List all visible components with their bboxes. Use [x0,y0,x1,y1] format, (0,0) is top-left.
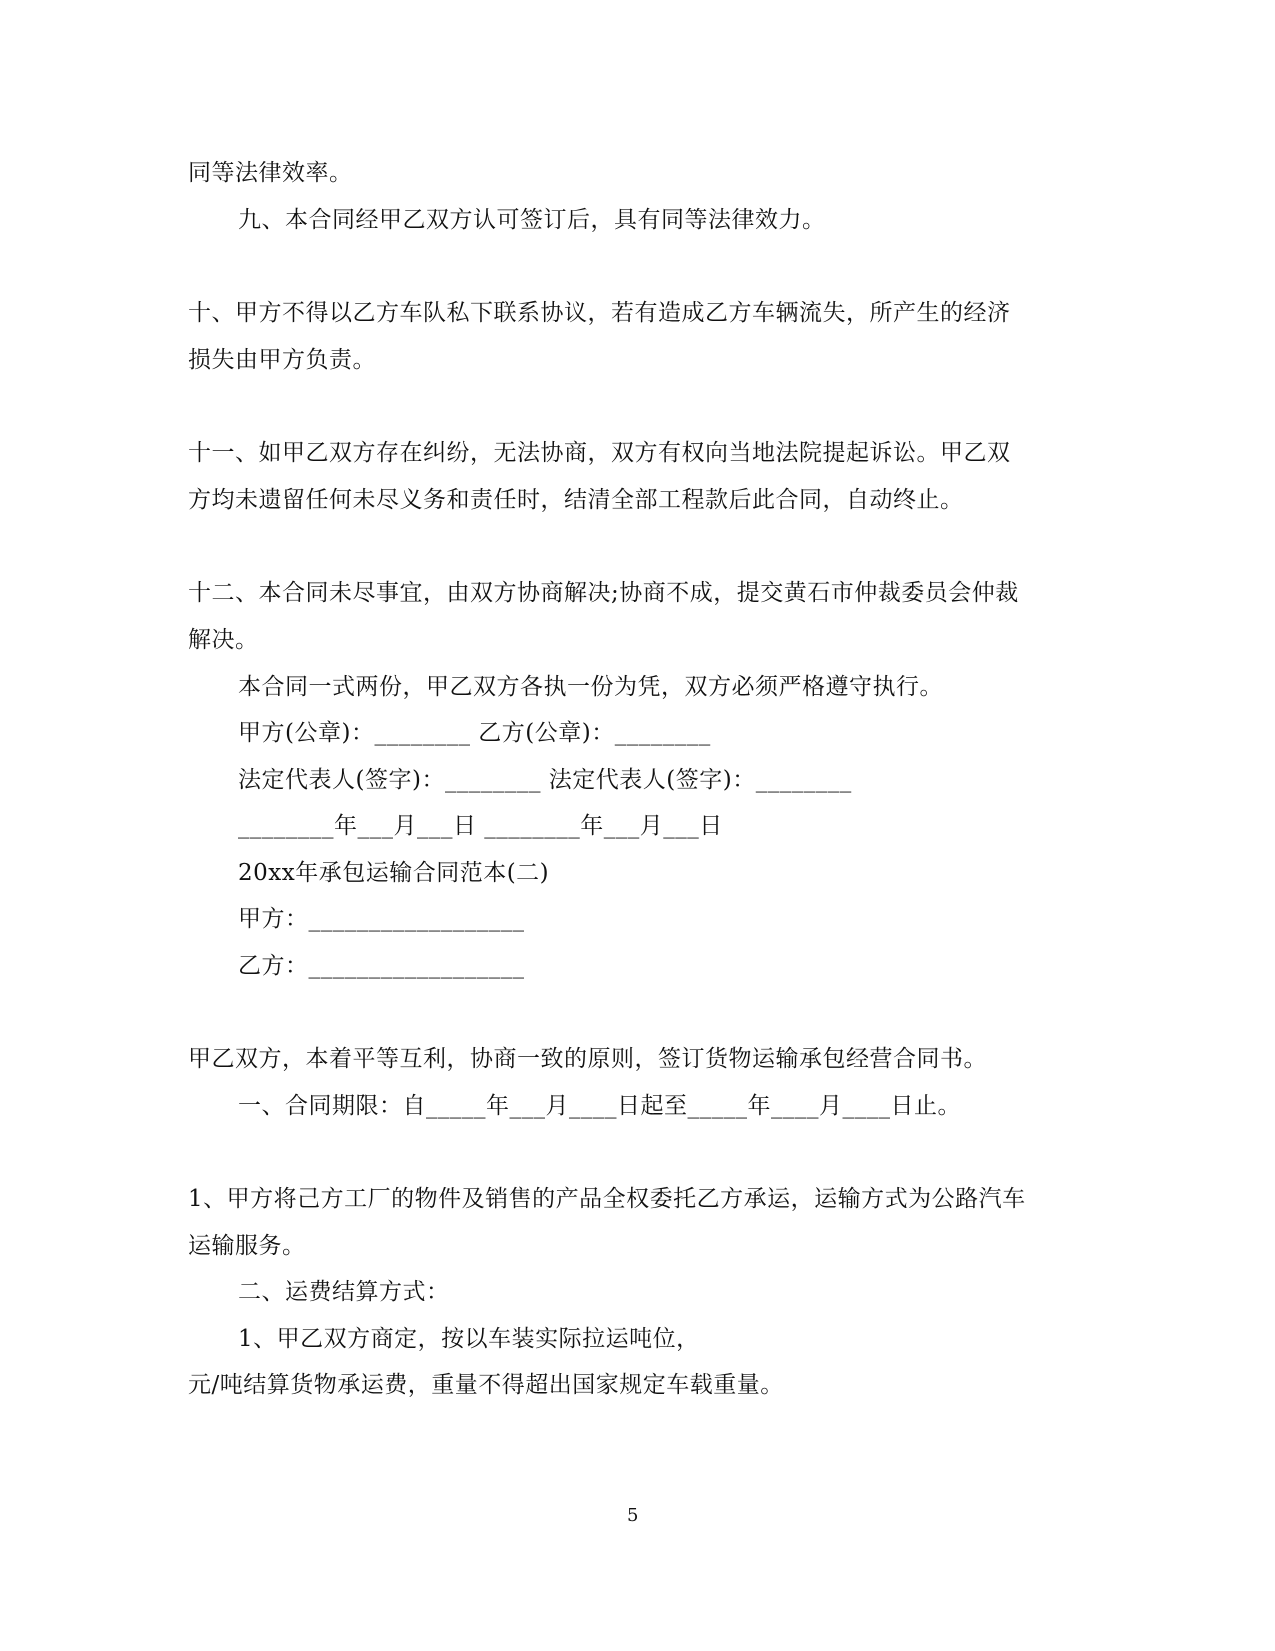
party-a-line: 甲方：__________________ [238,906,525,932]
clause-12: 十二、本合同未尽事宜，由双方协商解决;协商不成，提交黄石市仲裁委员会仲裁 [188,580,1019,606]
text-line: 损失由甲方负责。 [188,347,376,373]
clause-9: 九、本合同经甲乙双方认可签订后，具有同等法律效力。 [238,207,826,233]
text-line: 同等法律效率。 [188,160,353,186]
signature-line: 法定代表人(签字)：________ 法定代表人(签字)：________ [238,767,852,793]
section-heading: 二、运费结算方式： [238,1279,450,1305]
text-line: 方均未遗留任何未尽义务和责任时，结清全部工程款后此合同，自动终止。 [188,487,964,513]
clause-10: 十、甲方不得以乙方车队私下联系协议，若有造成乙方车辆流失，所产生的经济 [188,300,1011,326]
clause-11: 十一、如甲乙双方存在纠纷，无法协商，双方有权向当地法院提起诉讼。甲乙双 [188,440,1011,466]
party-b-line: 乙方：__________________ [238,953,525,979]
text-line: 元/吨结算货物承运费，重量不得超出国家规定车载重量。 [188,1372,784,1398]
section-title: 20xx年承包运输合同范本(二) [238,860,550,886]
contract-term: 一、合同期限：自_____年___月____日起至_____年____月____日止。 [238,1093,961,1119]
text-line: 运输服务。 [188,1233,306,1259]
seal-line: 甲方(公章)：________ 乙方(公章)：________ [238,720,711,746]
item-1: 1、甲方将己方工厂的物件及销售的产品全权委托乙方承运，运输方式为公路汽车 [188,1186,1026,1212]
text-line: 解决。 [188,627,259,653]
copies-note: 本合同一式两份，甲乙双方各执一份为凭，双方必须严格遵守执行。 [238,674,943,700]
preamble: 甲乙双方，本着平等互利，协商一致的原则，签订货物运输承包经营合同书。 [188,1046,987,1072]
date-line: ________年___月___日 ________年___月___日 [238,813,723,839]
page-number: 5 [627,1505,639,1526]
item-1: 1、甲乙双方商定，按以车装实际拉运吨位， [238,1326,700,1352]
